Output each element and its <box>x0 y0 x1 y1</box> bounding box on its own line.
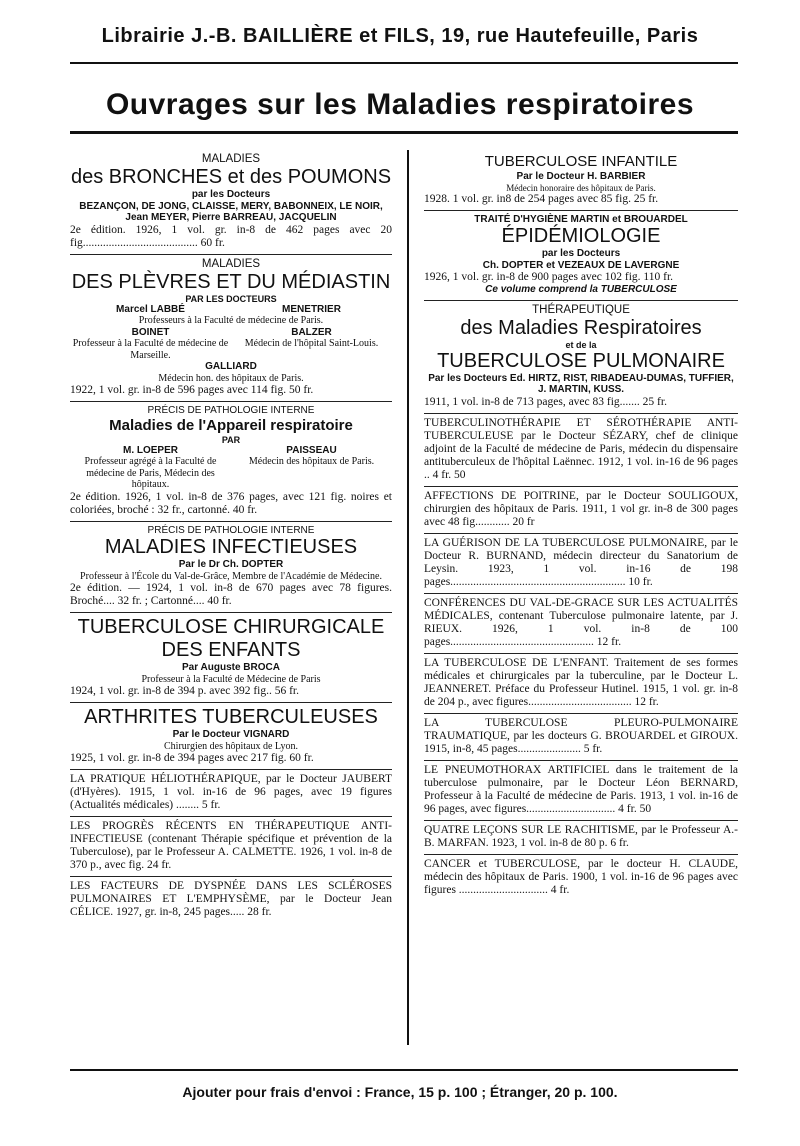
book-entry-maladies-infectieuses <box>70 522 392 614</box>
entry-kicker: PRÉCIS DE PATHOLOGIE INTERNE <box>147 524 315 536</box>
author-name: BOINET <box>131 326 170 338</box>
book-entry-dyspnee: LES FACTEURS DE DYSPNÉE DANS LES SCLÉROSES PULMONAIRES ET L'EMPHYSÈME, par le Docteur Jean CÉLICE. 1927, gr. in-8, 245 pages..... 28 fr. <box>70 880 392 918</box>
book-entry-pleuro-pulmonaire: LA TUBERCULOSE PLEURO-PULMONAIRE TRAUMATIQUE, par les docteurs G. BROUARDEL et GIROUX. 1915, in-8, 45 pages...................... 5 fr. <box>424 714 738 761</box>
book-entry-plevres <box>70 255 392 403</box>
entry-title: Maladies de l'Appareil respiratoire <box>109 416 353 434</box>
entry-details: 2e édition. 1926, 1 vol. in-8 de 376 pages, avec 121 fig. noires et coloriées, broché : 32 fr., cartonné. 40 fr. <box>70 490 392 516</box>
entry-kicker: THÉRAPEUTIQUE <box>532 303 630 316</box>
affiliation-pair <box>70 456 392 491</box>
entry-details: 1926, 1 vol. gr. in-8 de 900 pages avec 102 fig. 110 fr. <box>424 271 674 283</box>
entry-details: 1928. 1 vol. gr. in8 de 254 pages avec 85 fig. 25 fr. <box>424 192 659 205</box>
header-rule <box>70 62 738 64</box>
author-name: BALZER <box>291 326 332 338</box>
entry-title: MALADIES INFECTIEUSES <box>104 536 358 558</box>
entry-byline: par les Docteurs <box>541 248 621 259</box>
entry-details: 1925, 1 vol. gr. in-8 de 394 pages avec 217 fig. 60 fr. <box>70 752 314 764</box>
book-entry-therapeutique-anti-infectieuse: LES PROGRÈS RÉCENTS EN THÉRAPEUTIQUE ANTI-INFECTIEUSE (contenant Thérapie spécifique et prévention de la Tuberculose), par le Professeur A. CALMETTE. 1926, 1 vol. in-8 de 370 p., avec fig. 24 fr. <box>70 817 392 877</box>
book-entry-therapeutique-respiratoire <box>424 301 738 414</box>
author-affiliation: Professeur à la Faculté de Médecine de Paris <box>141 673 321 685</box>
author-affiliation: Professeurs à la Faculté de médecine de Paris. <box>138 315 324 326</box>
author-affiliation: Médecin des hôpitaux de Paris. <box>248 456 375 467</box>
entry-details: 1911, 1 vol. in-8 de 713 pages, avec 83 fig....... 25 fr. <box>424 395 667 408</box>
author-name: GALLIARD <box>205 361 257 372</box>
entry-byline: Par le Docteur H. BARBIER <box>516 171 646 182</box>
author-name: MENETRIER <box>282 303 341 315</box>
entry-title: ÉPIDÉMIOLOGIE <box>501 225 661 247</box>
book-entry-pneumothorax: LE PNEUMOTHORAX ARTIFICIEL dans le traitement de la tuberculose pulmonaire, par le Docteur Léon BERNARD, Professeur à la Faculté de médecine de Paris. 1913, 1 vol. in-16 de 96 pages, avec figures............................... 4 fr. 50 <box>424 761 738 821</box>
author-affiliation: Professeur à l'École du Val-de-Grâce, Membre de l'Académie de Médecine. <box>80 570 382 582</box>
title-rule <box>70 131 738 134</box>
entry-authors: Ch. DOPTER et VEZEAUX DE LAVERGNE <box>482 259 680 271</box>
book-entry-heliotherapique: LA PRATIQUE HÉLIOTHÉRAPIQUE, par le Docteur JAUBERT (d'Hyères). 1915, 1 vol. in-16 de 96 pages, avec 19 figures (Actualités médicales) ........ 5 fr. <box>70 770 392 817</box>
author-affiliation: Professeur à la Faculté de médecine de Marseille. <box>72 338 229 361</box>
entry-title: TUBERCULOSE CHIRURGICALE <box>77 616 385 638</box>
book-entry-guerison-tuberculose: LA GUÉRISON DE LA TUBERCULOSE PULMONAIRE, par le Docteur R. BURNAND, médecin directeur du Sanatorium de Leysin. 1923, 1 vol. in-16 de 198 pages............................................................. 10 fr. <box>424 534 738 594</box>
author-affiliation: Professeur agrégé à la Faculté de médecine de Paris, Médecin des hôpitaux. <box>84 456 217 490</box>
entry-authors: Par les Docteurs Ed. HIRTZ, RIST, RIBADEAU-DUMAS, TUFFIER, J. MARTIN, KUSS. <box>428 372 734 395</box>
page-title: Ouvrages sur les Maladies respiratoires <box>105 88 695 121</box>
author-affiliation: Médecin de l'hôpital Saint-Louis. <box>244 338 379 349</box>
entry-kicker: PRÉCIS DE PATHOLOGIE INTERNE <box>147 405 315 416</box>
entry-note: Ce volume comprend la TUBERCULOSE <box>485 284 677 295</box>
entry-details: 1922, 1 vol. gr. in-8 de 596 pages avec 114 fig. 50 fr. <box>70 384 314 396</box>
book-entry-tuberculose-enfant: LA TUBERCULOSE DE L'ENFANT. Traitement de ses formes médicales et chirurgicales par la tuberculine, par le Docteur L. JEANNERET. Préface du Professeur Hutinel. 1915, 1 vol. gr. in-8 de 204 p., avec figures.................................... 12 fr. <box>424 654 738 714</box>
entry-kicker: MALADIES <box>201 153 261 165</box>
entry-byline: Par le Docteur VIGNARD <box>172 729 290 740</box>
entry-title: DES PLÈVRES ET DU MÉDIASTIN <box>71 270 391 293</box>
entry-details: 2e édition. — 1924, 1 vol. in-8 de 670 pages avec 78 figures. Broché.... 32 fr. ; Cartonné.... 40 fr. <box>70 582 392 607</box>
entry-title: TUBERCULOSE INFANTILE <box>484 153 678 170</box>
affiliation-pair <box>70 338 392 361</box>
author-pair <box>70 445 392 457</box>
book-entry-affections-poitrine: AFFECTIONS DE POITRINE, par le Docteur SOULIGOUX, chirurgien des hôpitaux de Paris. 1911, 1 vol gr. in-8 de 300 pages avec 48 fig............ 20 fr <box>424 487 738 534</box>
entry-byline: par les Docteurs <box>191 189 271 200</box>
entry-byline: Par le Dr Ch. DOPTER <box>178 559 284 570</box>
book-entry-cancer-tuberculose: CANCER et TUBERCULOSE, par le docteur H. CLAUDE, médecin des hôpitaux de Paris. 1900, 1 vol. in-16 de 96 pages avec figures ............................... 4 fr. <box>424 857 738 896</box>
publisher-header: Librairie J.-B. BAILLIÈRE et FILS, 19, rue Hautefeuille, Paris <box>101 25 699 47</box>
footer-rule <box>70 1069 738 1071</box>
book-entry-bronches <box>70 150 392 255</box>
author-affiliation: Chirurgien des hôpitaux de Lyon. <box>164 740 298 752</box>
shipping-note: Ajouter pour frais d'envoi : France, 15 p. 100 ; Étranger, 20 p. 100. <box>182 1084 618 1100</box>
entry-kicker: TRAITÉ D'HYGIÈNE MARTIN et BROUARDEL <box>474 213 688 225</box>
left-column <box>70 150 392 923</box>
entry-title: des BRONCHES et des POUMONS <box>70 166 392 188</box>
entry-title: ARTHRITES TUBERCULEUSES <box>84 706 378 728</box>
entry-title-2: DES ENFANTS <box>161 639 301 661</box>
entry-title-2: TUBERCULOSE PULMONAIRE <box>437 349 725 372</box>
entry-authors: BEZANÇON, DE JONG, CLAISSE, MERY, BABONNEIX, LE NOIR, Jean MEYER, Pierre BARREAU, JACQUELIN <box>79 200 383 223</box>
entry-byline: Par Auguste BROCA <box>182 662 280 673</box>
column-divider <box>407 150 409 1045</box>
entry-byline: PAR LES DOCTEURS <box>185 293 277 304</box>
author-pair <box>70 304 392 316</box>
entry-kicker: MALADIES <box>201 257 261 270</box>
book-entry-conferences-val-de-grace: CONFÉRENCES DU VAL-DE-GRACE SUR LES ACTUALITÉS MÉDICALES, contenant Tuberculose pulmonaire latente, par J. RIEUX. 1926, 1 vol. in-8 de 100 pages.................................................. 12 fr. <box>424 594 738 654</box>
author-name: M. LOEPER <box>122 444 178 456</box>
author-pair <box>70 327 392 339</box>
book-entry-rachitisme: QUATRE LEÇONS SUR LE RACHITISME, par le Professeur A.-B. MARFAN. 1923, 1 vol. in-8 de 80 p. 6 fr. <box>424 821 738 855</box>
author-affiliation: Médecin hon. des hôpitaux de Paris. <box>158 372 304 384</box>
author-name: Marcel LABBÉ <box>116 303 185 315</box>
book-entry-arthrites <box>70 703 392 770</box>
entry-byline: PAR <box>221 434 241 445</box>
author-affiliation: Médecin honoraire des hôpitaux de Paris. <box>506 182 656 193</box>
entry-connector: et de la <box>565 339 597 350</box>
entry-details: 1924, 1 vol. gr. in-8 de 394 p. avec 392 fig.. 56 fr. <box>70 685 300 697</box>
author-name: PAISSEAU <box>286 444 337 456</box>
book-entry-epidemiologie <box>424 211 738 301</box>
book-entry-tuberculinotherapie: TUBERCULINOTHÉRAPIE ET SÉROTHÉRAPIE ANTI-TUBERCULEUSE par le Docteur SÉZARY, chef de clinique adjoint de la Faculté de médecine de Paris, médecin du dispensaire antituberculeux de l'hôpital Laënnec. 1912, 1 vol. in-16 de 96 pages .. 4 fr. 50 <box>424 414 738 487</box>
entry-title: des Maladies Respiratoires <box>460 316 702 339</box>
entry-details: 2e édition. 1926, 1 vol. gr. in-8 de 462 pages avec 20 fig........................................ 60 fr. <box>70 223 392 249</box>
book-entry-appareil-respiratoire <box>70 402 392 522</box>
book-entry-tuberculose-infantile <box>424 150 738 211</box>
right-column <box>424 150 738 901</box>
book-entry-tuberculose-chirurgicale <box>70 613 392 703</box>
